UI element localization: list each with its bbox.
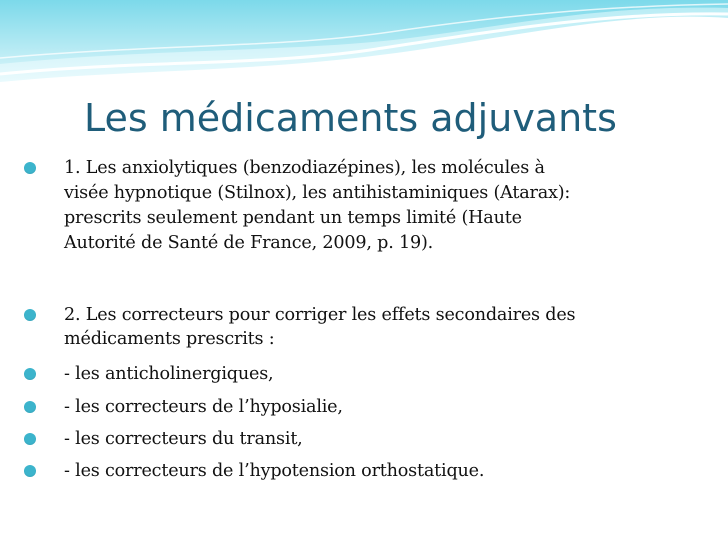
bullet-text-line: - les correcteurs de l’hypotension orthostatique. xyxy=(64,461,485,481)
bullet-text-line: - les correcteurs du transit, xyxy=(64,429,303,449)
bullet-marker-icon xyxy=(24,309,36,321)
bullet-marker-icon xyxy=(24,401,36,413)
bullet-text-line: médicaments prescrits : xyxy=(64,329,275,349)
bullet-text-line: 1. Les anxiolytiques (benzodiazépines), les molécules à xyxy=(64,158,545,178)
slide-title: Les médicaments adjuvants xyxy=(84,96,617,140)
bullet-marker-icon xyxy=(24,162,36,174)
bullet-marker-icon xyxy=(24,465,36,477)
bullet-marker-icon xyxy=(24,368,36,380)
bullet-text-line: visée hypnotique (Stilnox), les antihistaminiques (Atarax): xyxy=(64,183,571,203)
bullet-text-line: - les correcteurs de l’hyposialie, xyxy=(64,397,343,417)
bullet-text-line: - les anticholinergiques, xyxy=(64,364,274,384)
bullet-text-line: 2. Les correcteurs pour corriger les effets secondaires des xyxy=(64,305,576,325)
bullet-marker-icon xyxy=(24,433,36,445)
bullet-text-line: prescrits seulement pendant un temps limité (Haute xyxy=(64,208,522,228)
bullet-text-line: Autorité de Santé de France, 2009, p. 19). xyxy=(64,233,434,253)
